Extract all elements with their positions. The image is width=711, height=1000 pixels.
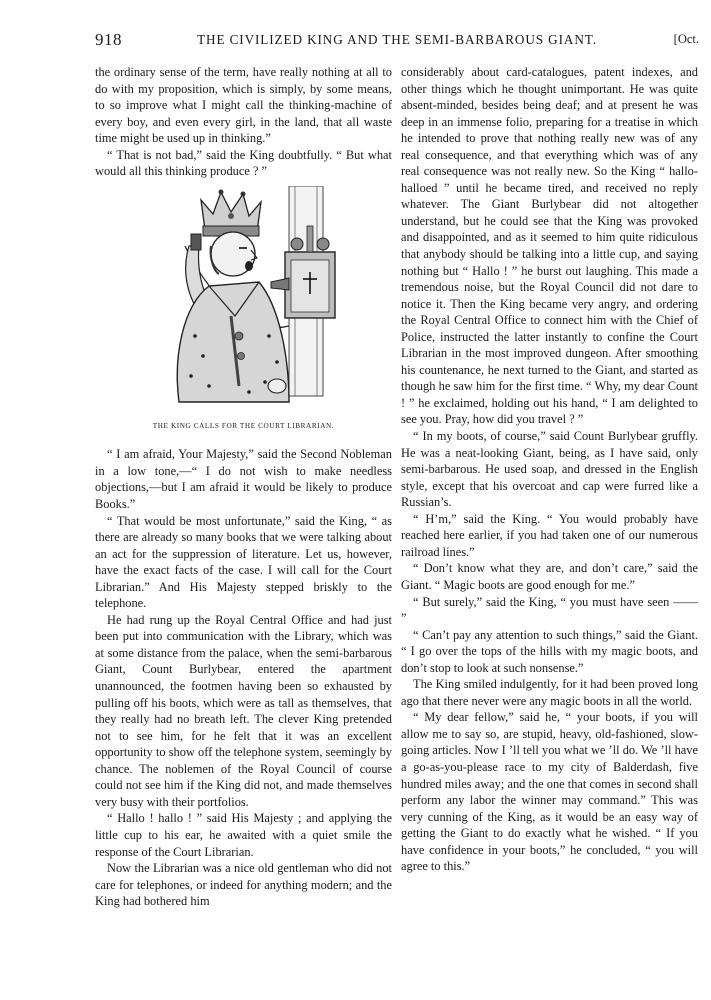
illustration-figure [95, 186, 392, 435]
paragraph: “ But surely,” said the King, “ you must have seen —— ” [401, 594, 698, 626]
paragraph: “ Hallo ! hallo ! ” said His Majesty ; and applying the little cup to his ear, he awaited with a quiet smile the response of the Court Librarian. [95, 811, 392, 859]
left-column [95, 64, 392, 910]
paragraph: “ I am afraid, Your Majesty,” said the Second Nobleman in a low tone,—“ I do not wish to make needless objections,—but I am afraid it would be likely to produce Books.” [95, 447, 392, 512]
paragraph: “ Don’t know what they are, and don’t care,” said the Giant. “ Magic boots are good enough for me.” [401, 561, 698, 592]
paragraph: “ My dear fellow,” said he, “ your boots, if you will allow me to say so, are stupid, heavy, old-fashioned, slow-going articles. Now I ’ll tell you what we ’ll do. We ’ll have a go-as-you-please race to my city of Balderdash, five hundred miles away; and the one that comes in second shall perform any labor the winner may command.” This was very cunning of the King, as it would be an easy way of getting the Giant to do exactly what he wished. “ If you have confidence in your boots,” he concluded, “ you will agree to this.” [401, 710, 698, 874]
running-title: THE CIVILIZED KING AND THE SEMI-BARBAROUS GIANT. [197, 32, 597, 47]
right-column [401, 64, 698, 875]
paragraph: considerably about card-catalogues, patent indexes, and other things which he thought unimportant. He was quite absent-minded, besides being deaf; and at present he was deep in an immense folio, preparing for a treatise in which he intended to prove that nothing really new was of any real consequence, and that everything which was of any real consequence was not really new. So the King “ hallo-halloed ” until he became tired, and received no reply whatever. The Giant Burlybear did not altogether understand, but he could see that the King was provoked and disappointed, and as it seemed to him quite ridiculous that anybody should be talking into a little cup, and saying nothing but “ Hallo ! ” he burst out laughing. This made a tremendous noise, but the Royal Council did not dare to notice it. Then the King became very angry, and ordering the Royal Central Office to connect him with the Chief of Police, instructed the latter instantly to confine the Court Librarian in the most improved dungeon. After smoothing his countenance, he next turned to the Giant, and started as though he saw him for the first time. “ Why, my dear Count ! ” he exclaimed, holding out his hand, “ I am delighted to see you. Pray, how did you travel ? ” [401, 65, 698, 427]
page-header [95, 30, 699, 52]
paragraph: He had rung up the Royal Central Office and had just been put into communication with the Library, which was at some distance from the palace, when the semi-barbarous Giant, Count Burlybear, entered the apartment unannounced, the footmen having been so exhausted by pulling off his boots, which were as tall as themselves, that they really had no breath left. The clever King pretended not to see him, for he felt that it was an excellent opportunity to show off the telephone system, seemingly by chance. The noblemen of the Royal Council of course could not see him if the King did not, and made themselves very busy with their portfolios. [95, 612, 392, 809]
paragraph: “ That would be most unfortunate,” said the King, “ as there are already so many books that we were talking about an act for the suppression of literature. Let us, however, have the exact facts of the case. I will call for the Court Librarian.” And His Majesty stepped briskly to the telephone. [95, 513, 392, 611]
paragraph: “ Can’t pay any attention to such things,” said the Giant. “ I go over the tops of the hills with my magic boots, and don’t stop to look at such nonsense.” [401, 627, 698, 675]
page-number: 918 [95, 30, 122, 49]
paragraph: The King smiled indulgently, for it had been proved long ago that there never were any magic boots in all the world. [401, 677, 698, 708]
figure-caption: THE KING CALLS FOR THE COURT LIBRARIAN. [152, 421, 335, 430]
paragraph: Now the Librarian was a nice old gentleman who did not care for telephones, or indeed for anything modern; and the King had bothered him [95, 861, 392, 909]
paragraph: “ That is not bad,” said the King doubtfully. “ But what would all this thinking produce ? ” [95, 147, 392, 179]
paragraph: “ In my boots, of course,” said Count Burlybear gruffly. He was a neat-looking Giant, being, as I have said, only semi-barbarous. He used soap, and dressed in the English style, except that his overcoat and cap were furred like a Russian’s. [401, 429, 698, 510]
issue-month: [Oct. [673, 32, 699, 46]
paragraph: “ H’m,” said the King. “ You would probably have reached here earlier, if you had taken one of our numerous railroad lines.” [401, 511, 698, 559]
king-telephone-illustration [139, 186, 349, 408]
paragraph: the ordinary sense of the term, have really nothing at all to do with my proposition, which is simply, by some means, to so improve what I might call the thinking-machine of every boy, and even every girl, in the land, that all waste time might be used up in thinking.” [95, 65, 392, 146]
